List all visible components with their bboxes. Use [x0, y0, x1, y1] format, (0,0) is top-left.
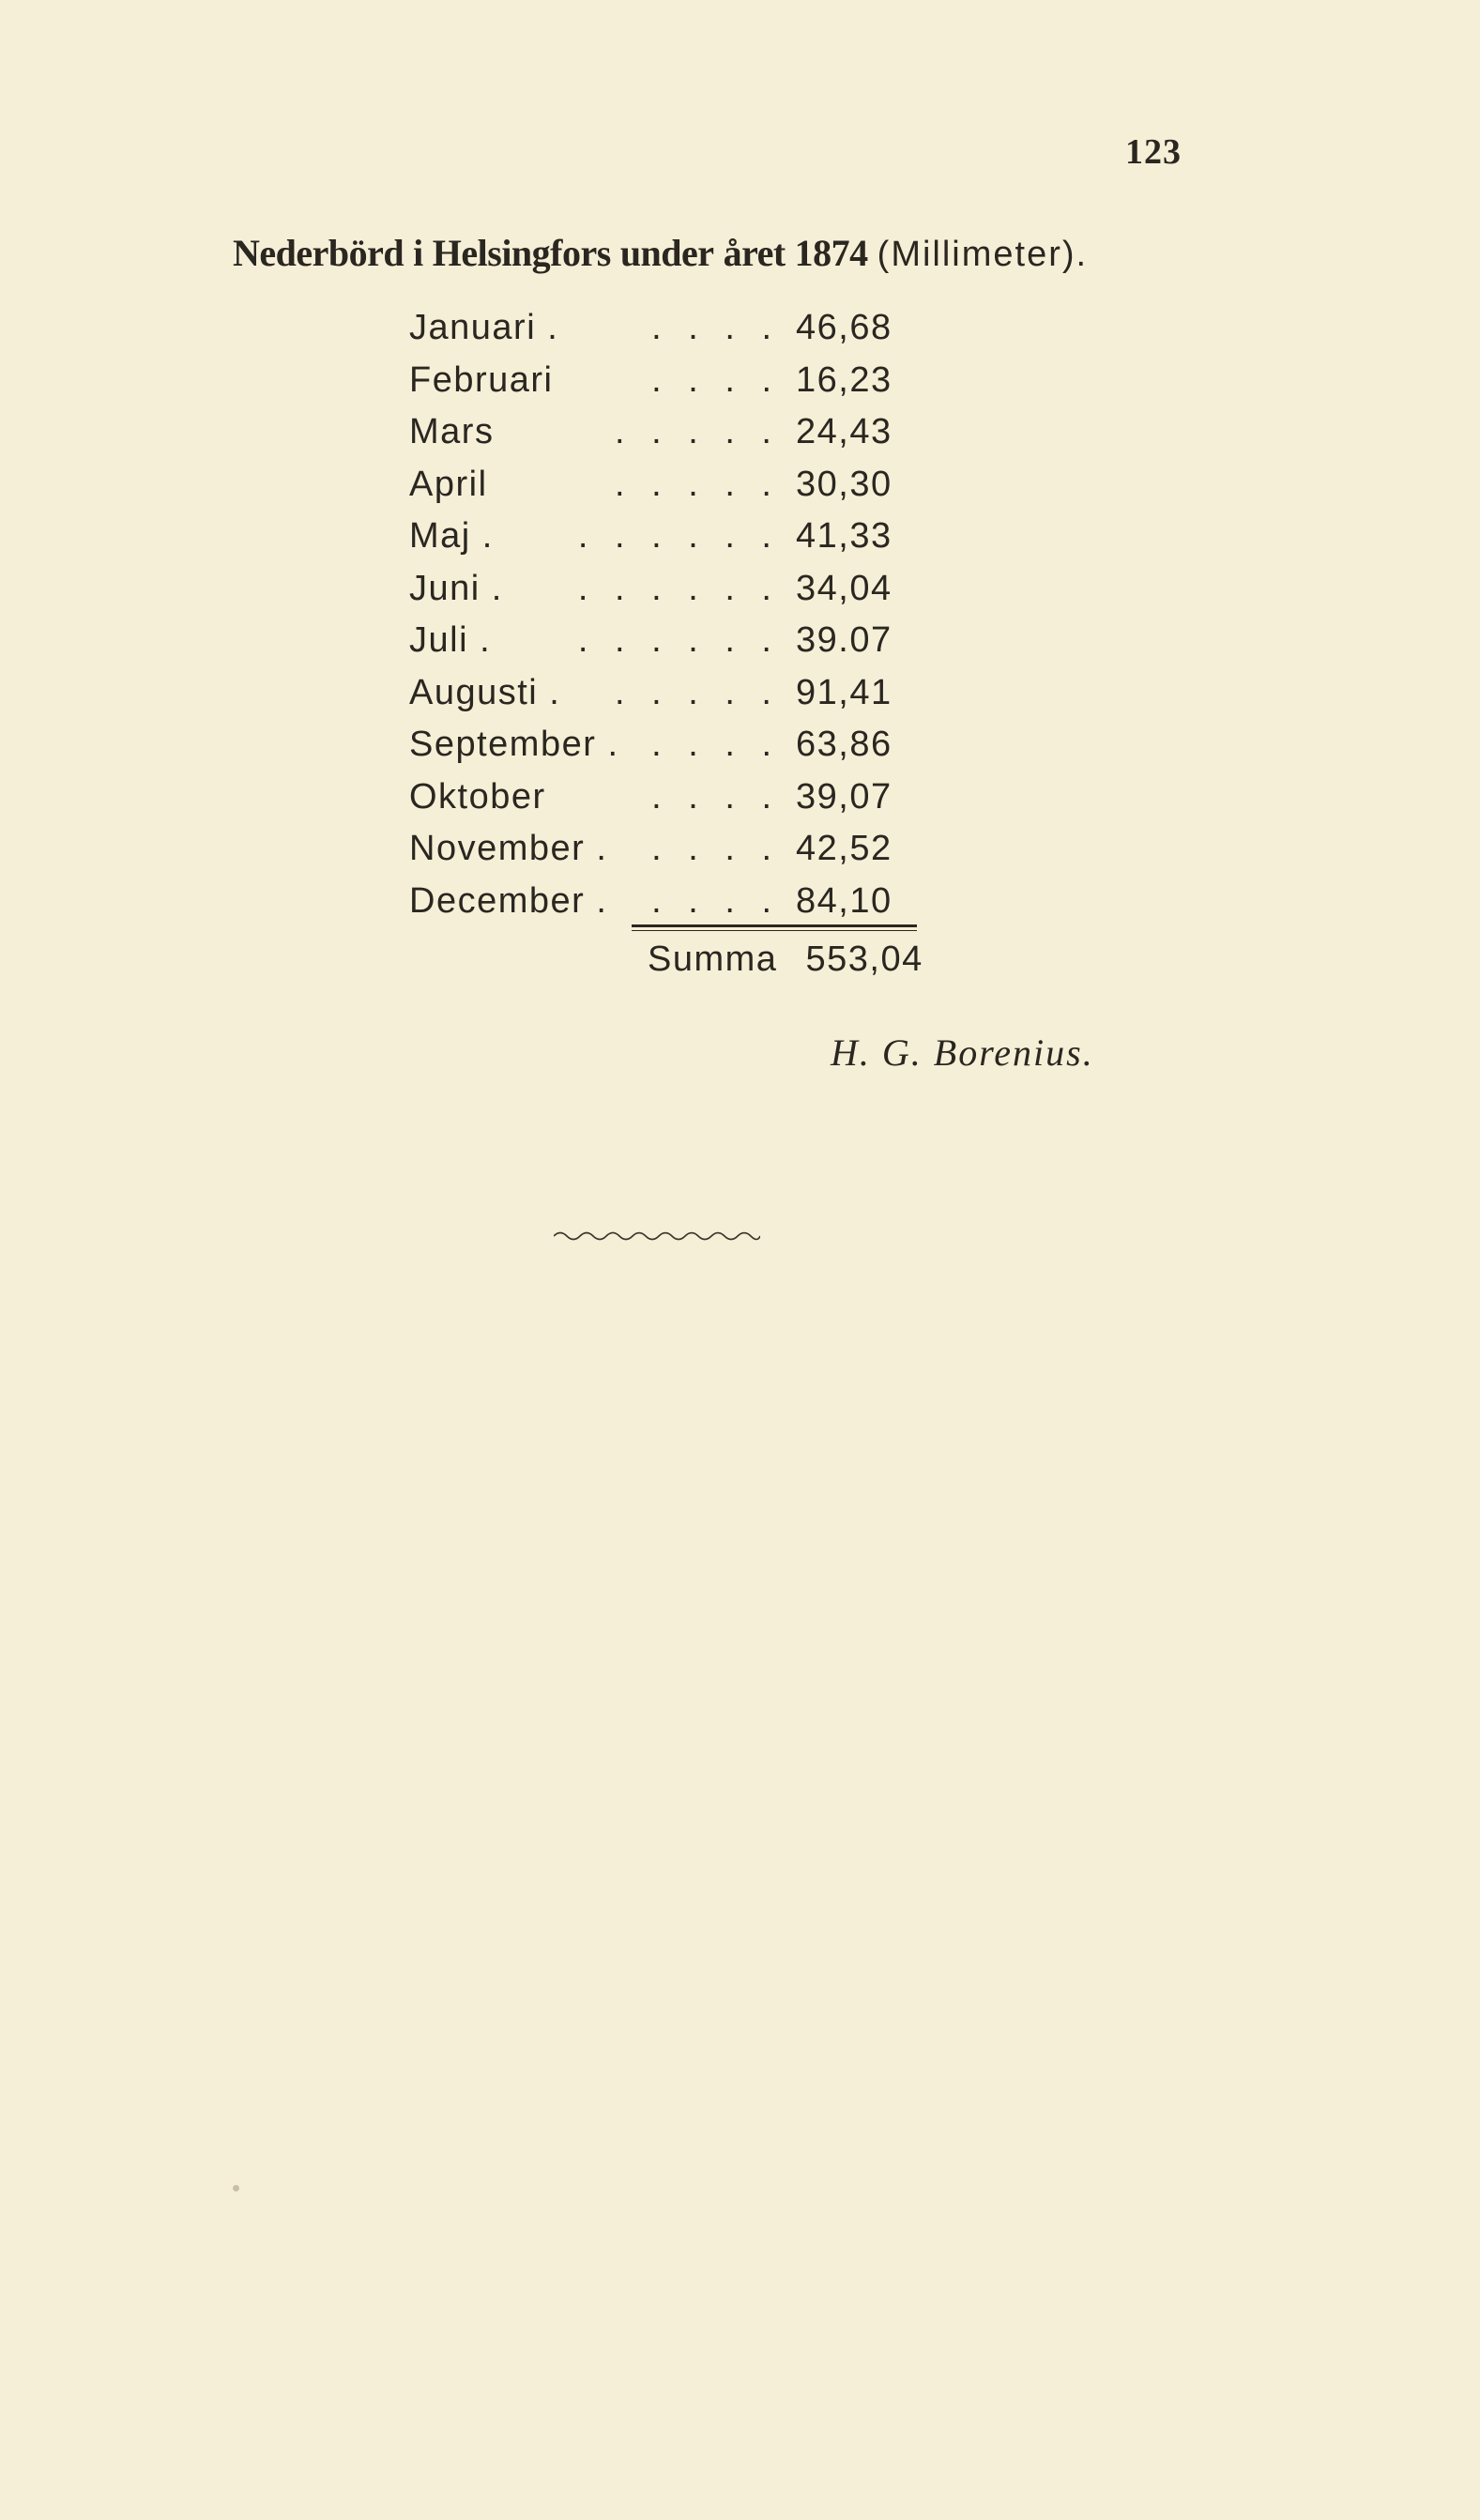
- leader-dots: . . . .: [651, 880, 780, 921]
- month-label: December .: [409, 880, 608, 921]
- month-value: 46,68: [796, 308, 893, 347]
- month-label: Mars: [409, 412, 495, 451]
- heading: [233, 231, 1088, 275]
- month-value: 30,30: [796, 464, 893, 504]
- table-row: [409, 406, 935, 459]
- leader-dots: . . . .: [651, 359, 780, 400]
- leader-dots: . . . .: [651, 776, 780, 817]
- month-label: November .: [409, 829, 608, 868]
- month-value: 42,52: [796, 829, 893, 868]
- precipitation-table: [409, 302, 935, 927]
- paper-speck: [233, 2185, 239, 2192]
- table-row: [409, 355, 935, 407]
- month-label: Juli .: [409, 620, 492, 660]
- month-label: September .: [409, 725, 619, 764]
- heading-unit: (Millimeter).: [877, 235, 1089, 274]
- month-value: 16,23: [796, 359, 893, 400]
- table-row: [409, 876, 935, 928]
- leader-dots: . . . . . .: [577, 568, 780, 608]
- heading-word-aret: året: [723, 232, 786, 274]
- summa-label: Summa: [648, 939, 778, 979]
- table-row: [409, 771, 935, 824]
- table-row: [409, 302, 935, 355]
- leader-dots: . . . . .: [614, 672, 780, 712]
- wavy-ornament: [554, 1229, 760, 1243]
- month-value: 24,43: [796, 412, 893, 451]
- month-value: 84,10: [796, 880, 893, 921]
- month-value: 39.07: [796, 620, 893, 660]
- leader-dots: . . . . . .: [577, 516, 780, 556]
- leader-dots: . . . . . .: [577, 620, 780, 660]
- table-row: [409, 563, 935, 616]
- leader-dots: . . . . .: [614, 412, 780, 451]
- month-label: Januari .: [409, 308, 559, 347]
- month-label: Maj .: [409, 516, 494, 556]
- heading-word-i: i: [413, 232, 423, 274]
- heading-word-helsingfors: Helsingfors: [432, 232, 611, 274]
- sum-rule-thin: [632, 930, 917, 931]
- page-number: 123: [1125, 132, 1182, 172]
- table-row: [409, 511, 935, 563]
- leader-dots: . . . .: [651, 308, 780, 347]
- month-label: Juni .: [409, 568, 503, 608]
- month-value: 63,86: [796, 725, 893, 764]
- table-row: [409, 615, 935, 667]
- heading-word-under: under: [619, 232, 714, 274]
- heading-year: 1874: [794, 232, 868, 274]
- summa-value: 553,04: [805, 939, 923, 979]
- month-label: Februari: [409, 359, 554, 400]
- month-label: Augusti .: [409, 672, 561, 712]
- leader-dots: . . . .: [651, 725, 780, 764]
- leader-dots: . . . . .: [614, 464, 780, 504]
- month-value: 34,04: [796, 568, 893, 608]
- leader-dots: . . . .: [651, 829, 780, 868]
- table-row: [409, 823, 935, 876]
- month-value: 41,33: [796, 516, 893, 556]
- month-label: April: [409, 464, 488, 504]
- signature: H. G. Borenius.: [831, 1031, 1094, 1074]
- month-value: 39,07: [796, 776, 893, 817]
- summa-row: [648, 934, 923, 985]
- heading-word-nederbord: Nederbörd: [233, 232, 404, 274]
- table-row: [409, 719, 935, 771]
- table-row: [409, 459, 935, 512]
- table-row: [409, 667, 935, 720]
- month-label: Oktober: [409, 776, 546, 817]
- month-value: 91,41: [796, 672, 893, 712]
- sum-rule-thick: [632, 924, 917, 927]
